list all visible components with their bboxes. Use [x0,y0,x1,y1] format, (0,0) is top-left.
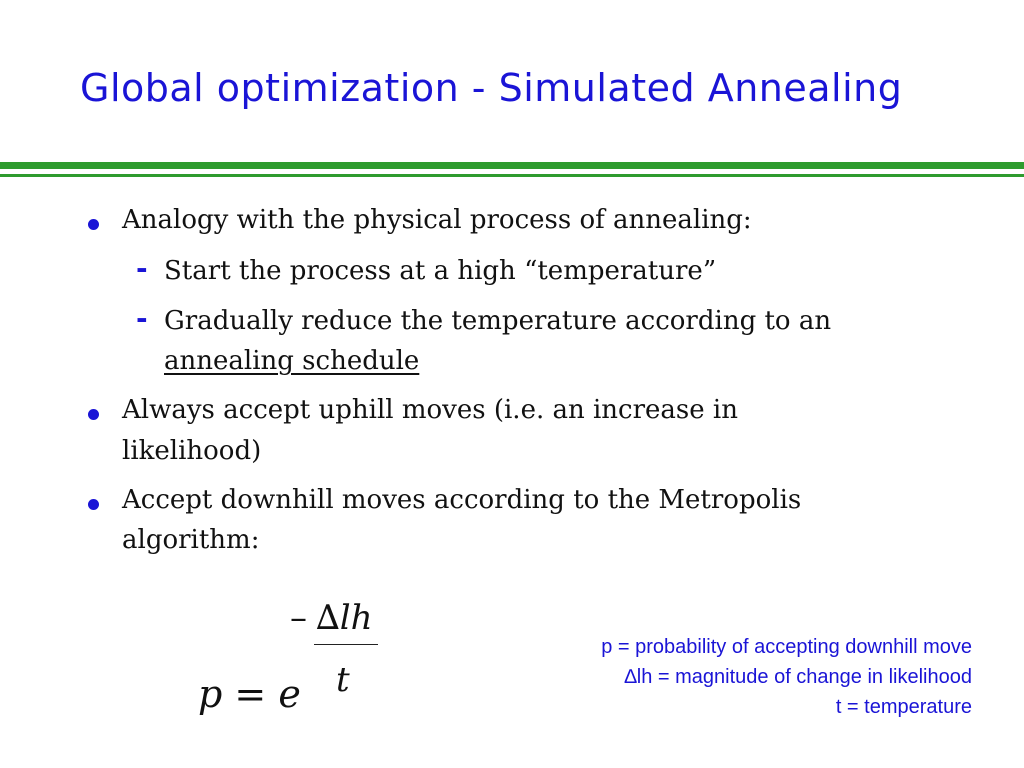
bullet-icon [88,219,99,230]
dash-icon: - [136,252,148,285]
bullet-text: algorithm: [122,525,260,555]
definition-p: p = probability of accepting downhill move [601,636,972,658]
formula-denominator: t [336,660,350,700]
bullet-icon [88,499,99,510]
bullet-icon [88,409,99,420]
subbullet-text: Start the process at a high “temperature” [164,256,717,286]
variable-definitions [601,632,972,722]
definition-t: t = temperature [835,696,972,718]
definition-delta-lh: ∆lh = magnitude of change in likelihood [624,666,972,688]
bullet-text: Analogy with the physical process of annealing: [122,205,752,235]
bullet-text: Always accept uphill moves (i.e. an increase in [122,395,738,425]
slide-title: Global optimization - Simulated Annealing [80,66,903,110]
bullet-text: Accept downhill moves according to the Metropolis [122,485,802,515]
fraction-bar [314,644,378,645]
formula-minus: – [290,598,307,638]
title-divider-thick [0,162,1024,169]
subbullet-text: Gradually reduce the temperature according to an [164,306,832,336]
formula-lhs: p = e [198,672,301,716]
dash-icon: - [136,302,148,335]
annealing-schedule-term: annealing schedule [164,346,420,376]
formula-numerator: ∆lh [316,598,373,638]
title-divider-thin [0,174,1024,177]
bullet-text: likelihood) [122,436,262,466]
